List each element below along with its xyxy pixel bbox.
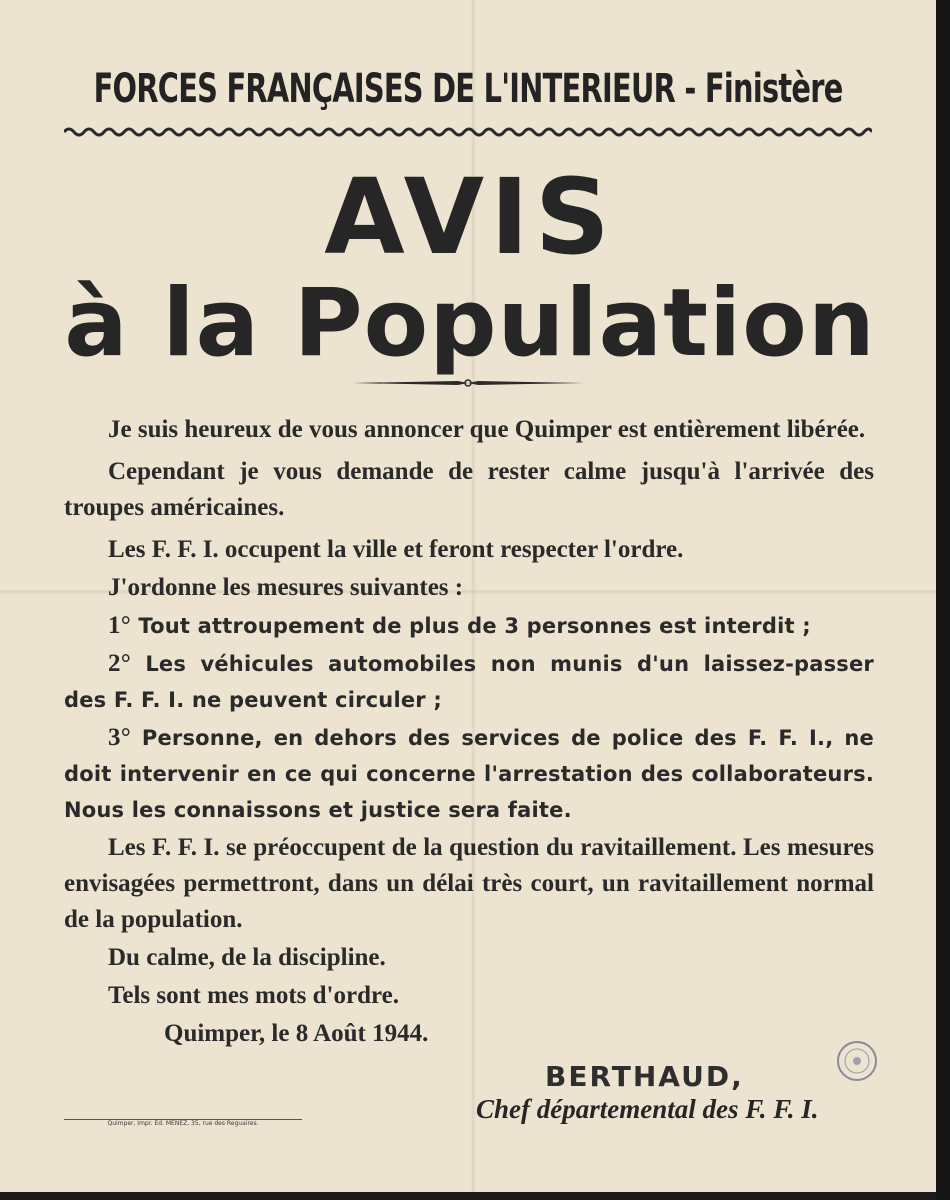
measure-number: 2° [108,650,131,677]
measure-text: Tout attroupement de plus de 3 personnes est interdit ; [138,614,811,638]
paragraph: J'ordonne les mesures suivantes : [108,574,464,601]
notice-body [64,412,874,1054]
measure-number: 1° [108,612,131,639]
ornament-rule [350,376,586,390]
paragraph: Les F. F. I. occupent la ville et feront respecter l'ordre. [108,536,684,563]
headline-avis: AVIS [324,156,616,278]
paragraph: Cependant je vous demande de rester calme jusqu'à l'arrivée des troupes américaines. [64,458,874,521]
paragraph: Je suis heureux de vous annoncer que Quimper est entièrement libérée. [108,416,866,443]
measure-item [64,720,874,828]
measure-text: Personne, en dehors des services de police des F. F. I., ne doit intervenir en ce qui concerne l'arrestation des collaborateurs. Nous les connaissons et justice sera faite. [64,726,874,822]
paragraph: Du calme, de la discipline. [108,944,386,971]
scan-edge [936,0,950,1200]
printer-imprint: Quimper, Impr. Ed. MENEZ, 35, rue des Reguaires. [107,1120,259,1127]
date-line: Quimper, le 8 Août 1944. [164,1020,429,1047]
measure-item [64,608,874,644]
poster-header: FORCES FRANÇAISES DE L'INTERIEUR - Finistère [93,66,843,112]
library-stamp [836,1040,878,1082]
measure-number: 3° [108,724,131,751]
measure-text: Les véhicules automobiles non munis d'un laissez-passer des F. F. I. ne peuvent circuler ; [64,652,874,712]
headline-population: à la Population [64,269,876,378]
measure-item [64,646,874,718]
signer-name: BERTHAUD, [545,1060,744,1093]
paragraph: Tels sont mes mots d'ordre. [108,982,399,1009]
wave-rule [64,126,872,138]
signer-title: Chef départemental des F. F. I. [476,1094,819,1124]
paragraph: Les F. F. I. se préoccupent de la question du ravitaillement. Les mesures envisagées permettront, dans un délai très court, un ravitaillement normal de la population. [64,834,874,933]
